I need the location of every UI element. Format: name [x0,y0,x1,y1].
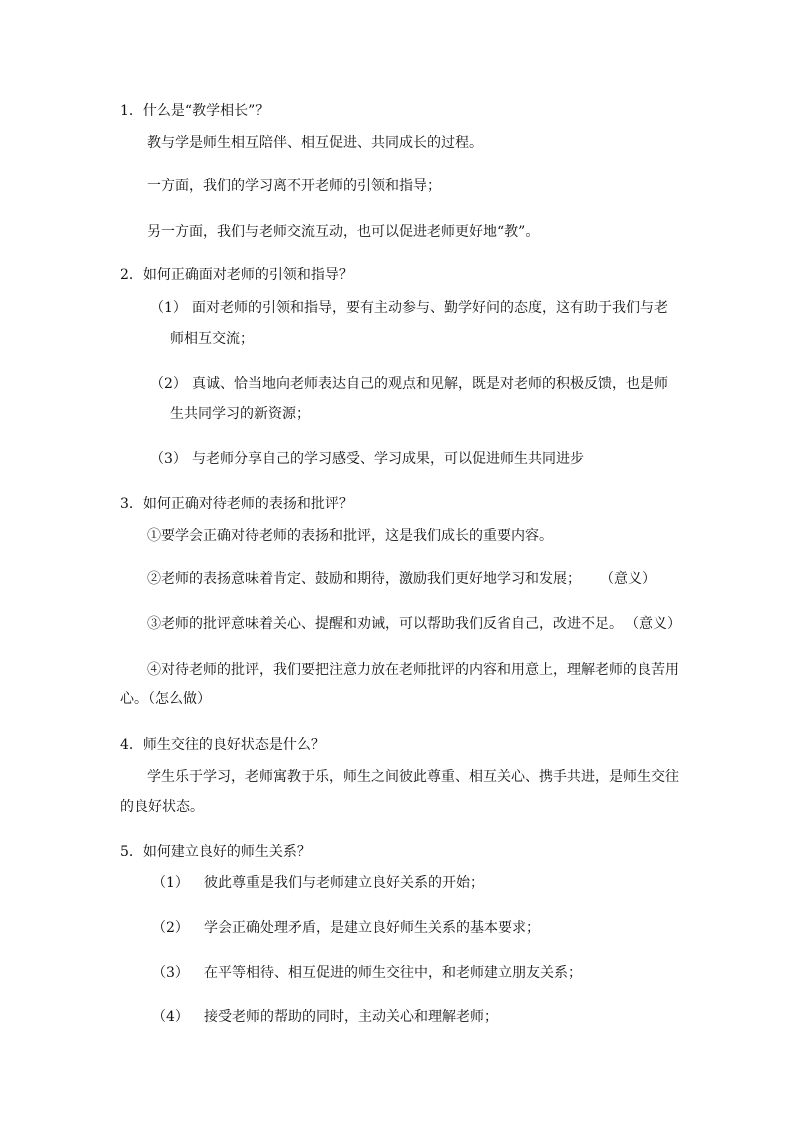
question-4 [120,735,325,755]
question-2 [120,265,353,285]
item-text-continued: 生共同学习的新资源； [170,406,310,422]
item-number: （2） [150,376,187,392]
question-number: 2． [120,267,143,283]
paragraph: 教与学是师生相互陪伴、相互促进、共同成长的过程。 [147,135,483,151]
question-text: 师生交往的良好状态是什么？ [142,737,325,753]
item-text: 接受老师的帮助的同时，主动关心和理解老师； [204,1009,498,1025]
item-text: 彼此尊重是我们与老师建立良好关系的开始； [204,875,484,891]
point-text: ③老师的批评意味着关心、提醒和劝诫，可以帮助我们反省自己，改进不足。 [147,616,623,632]
item-text: 真诚、恰当地向老师表达自己的观点和见解，既是对老师的积极反馈，也是师 [192,376,668,392]
question-number: 1． [120,103,143,119]
question-number: 5． [120,844,143,860]
point-note: （意义） [625,616,681,632]
question-3 [120,494,353,514]
question-1 [120,101,269,121]
item-number: （3） [150,451,187,467]
item-number: （2） [152,920,189,936]
question-number: 4． [120,737,143,753]
question-text: 什么是“教学相长”？ [142,103,270,119]
item-text: 面对老师的引领和指导，要有主动参与、勤学好问的态度，这有助于我们与老 [192,300,668,316]
point-text: ①要学会正确对待老师的表扬和批评，这是我们成长的重要内容。 [147,528,553,544]
answer-text: 学生乐于学习，老师寓教于乐，师生之间彼此尊重、相互关心、携手共进，是师生交往 [147,769,679,785]
paragraph: 另一方面，我们与老师交流互动，也可以促进老师更好地“教”。 [147,224,540,240]
question-number: 3． [120,496,143,512]
item-text: 在平等相待、相互促进的师生交往中，和老师建立朋友关系； [204,965,582,981]
item-text: 学会正确处理矛盾，是建立良好师生关系的基本要求； [204,920,540,936]
point-text: ②老师的表扬意味着肯定、鼓励和期待，激励我们更好地学习和发展； [147,571,581,587]
answer-text-continued: 的良好状态。 [120,799,204,815]
question-5 [120,842,311,862]
paragraph: 一方面，我们的学习离不开老师的引领和指导； [147,178,441,194]
point-note: （意义） [600,571,656,587]
item-number: （1） [152,875,189,891]
point-text-continued: 心。（怎么做） [120,691,211,707]
point-text: ④对待老师的批评，我们要把注意力放在老师批评的内容和用意上，理解老师的良苦用 [147,662,679,678]
question-text: 如何正确面对老师的引领和指导？ [142,267,353,283]
item-text: 与老师分享自己的学习感受、学习成果，可以促进师生共同进步 [192,451,584,467]
item-number: （1） [150,300,187,316]
question-text: 如何正确对待老师的表扬和批评？ [142,496,353,512]
question-text: 如何建立良好的师生关系？ [142,844,311,860]
item-number: （3） [152,965,189,981]
item-number: （4） [152,1009,189,1025]
item-text-continued: 师相互交流； [170,331,254,347]
